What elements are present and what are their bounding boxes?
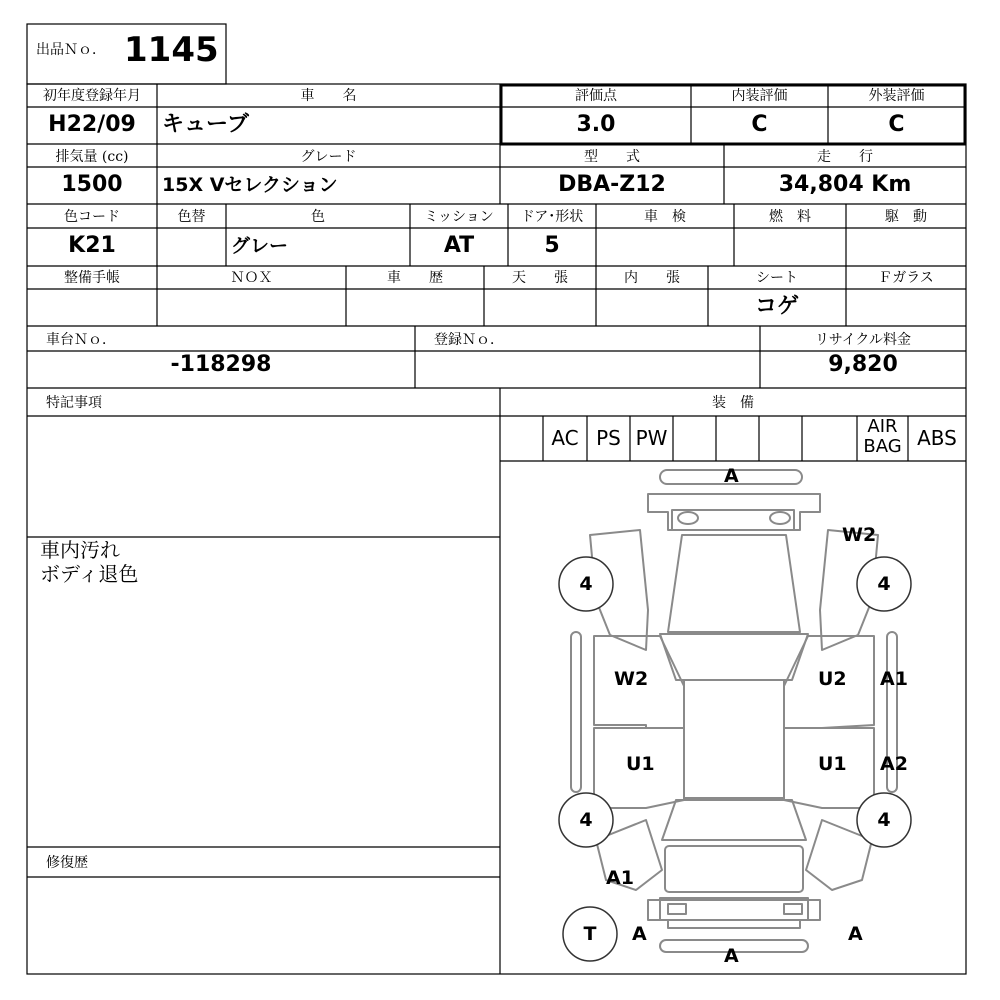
special-label: 特記事項 (46, 395, 102, 411)
name-value: キューブ (162, 112, 249, 137)
disp-value: 1500 (61, 172, 123, 197)
dmg-door-right-front: U2 (818, 668, 847, 690)
model-value: DBA-Z12 (558, 172, 666, 197)
inner-label: 内 張 (624, 270, 680, 286)
dmg-tire-fl: 4 (579, 573, 593, 595)
mileage-value: 34,804 Km (778, 172, 912, 197)
grade-label: グレード (300, 149, 357, 165)
ceiling-label: 天 張 (512, 270, 568, 286)
dmg-door-left-rear: U1 (626, 753, 655, 775)
score-value: 3.0 (576, 112, 616, 137)
grade-value: 15X Vセレクション (162, 174, 338, 196)
seat-value: コゲ (754, 294, 799, 319)
chassis-value: -118298 (170, 352, 272, 377)
dmg-rear-a-left: A (632, 923, 647, 945)
equip-ac: AC (551, 426, 579, 450)
disp-label: 排気量 (cc) (55, 149, 129, 165)
equipment-label: 装 備 (712, 395, 754, 411)
colorcode-label: 色コード (64, 209, 120, 225)
door-label: ドア･形状 (520, 209, 584, 225)
reg-value: H22/09 (48, 112, 136, 137)
service-label: 整備手帳 (64, 270, 120, 286)
drive-label: 駆 動 (885, 209, 927, 225)
score-label: 評価点 (575, 88, 617, 104)
exterior-label: 外装評価 (868, 88, 925, 104)
dmg-right-panel-rear: A2 (880, 753, 908, 775)
fglass-label: Ｆガラス (878, 270, 934, 286)
regno-label: 登録Ｎｏ． (434, 332, 504, 348)
inspection-label: 車 検 (644, 209, 686, 225)
color-value: グレー (231, 235, 289, 257)
history-label: 車 歴 (387, 270, 443, 286)
equip-pw: PW (635, 426, 668, 450)
dmg-w2-right-front: W2 (842, 524, 877, 546)
dmg-rear: A (724, 945, 739, 967)
dmg-front: A (724, 465, 739, 487)
name-label: 車 名 (300, 88, 357, 104)
exterior-value: C (888, 112, 905, 137)
nox-label: ＮＯＸ (230, 270, 273, 286)
colorcode-value: K21 (68, 233, 116, 258)
dmg-rear-a-right: A (848, 923, 863, 945)
equip-airbag: AIR BAG (863, 416, 902, 457)
dmg-right-panel-front: A1 (880, 668, 908, 690)
lot-label: 出品Ｎｏ． (36, 42, 106, 58)
reg-label: 初年度登録年月 (43, 88, 141, 104)
recycle-value: 9,820 (828, 352, 898, 377)
mission-label: ミッション (424, 209, 494, 225)
seat-label: シート (756, 270, 798, 286)
equip-ps: PS (596, 426, 621, 450)
special-line-1: 車内汚れ (40, 538, 120, 562)
mileage-label: 走 行 (817, 149, 873, 165)
dmg-spare: T (583, 923, 597, 945)
special-line-2: ボディ退色 (40, 562, 139, 586)
repair-label: 修復歴 (46, 855, 88, 871)
mission-value: AT (443, 233, 475, 258)
recycle-label: リサイクル料金 (814, 332, 912, 348)
interior-label: 内装評価 (731, 88, 788, 104)
equip-abs: ABS (917, 426, 957, 450)
dmg-rear-left: A1 (606, 867, 634, 889)
color-label: 色 (311, 209, 325, 225)
lot-number: 1145 (124, 30, 219, 70)
dmg-tire-rl: 4 (579, 809, 593, 831)
chassis-label: 車台Ｎｏ． (46, 332, 116, 348)
door-value: 5 (544, 233, 560, 258)
model-label: 型 式 (584, 149, 640, 165)
dmg-tire-rr: 4 (877, 809, 891, 831)
dmg-tire-fr: 4 (877, 573, 891, 595)
recolor-label: 色替 (177, 209, 206, 225)
fuel-label: 燃 料 (769, 209, 811, 225)
dmg-door-right-rear: U1 (818, 753, 847, 775)
dmg-door-left-front: W2 (614, 668, 649, 690)
interior-value: C (751, 112, 768, 137)
